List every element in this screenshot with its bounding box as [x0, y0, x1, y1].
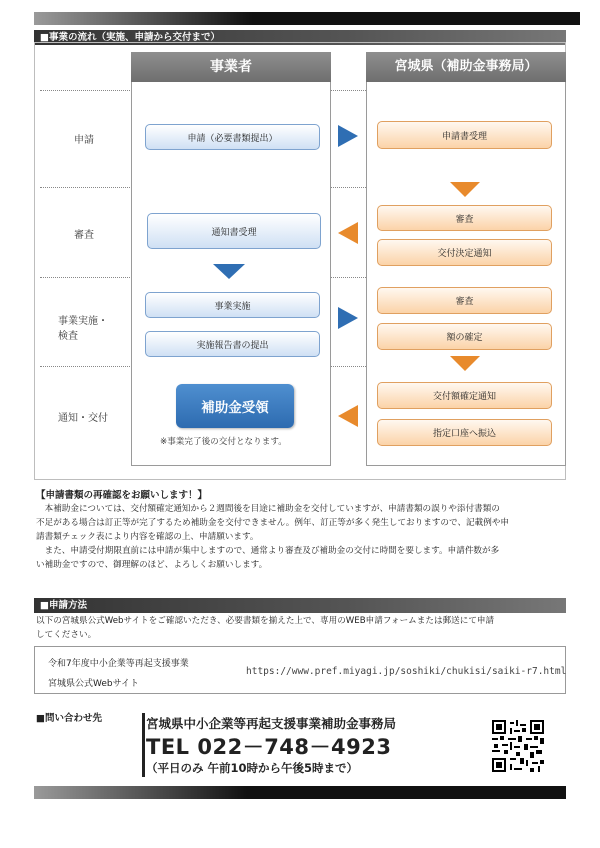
row-label-implement: 事業実施・: [58, 316, 108, 327]
row-label-apply: 申請: [74, 135, 94, 146]
row-label-notify: 通知・交付: [58, 413, 108, 424]
arrow-right-icon: [338, 125, 358, 147]
flow-section-title: ■事業の流れ（実施、申請から交付まで）: [34, 30, 566, 45]
contact-vertical-rule: [142, 713, 145, 777]
method-paragraph: [36, 614, 576, 642]
contact-office: 宮城県中小企業等再起支援事業補助金事務局: [146, 716, 397, 731]
grant-receipt-badge: 補助金受領: [176, 384, 294, 428]
qr-code-icon: [492, 720, 544, 772]
text-line: また、申請受付期限直前には申請が集中しますので、通常より審査及び補助金の交付に時間を要します。申請件数が多: [36, 546, 500, 556]
arrow-left-icon: [338, 405, 358, 427]
row-label-inspect: 検査: [58, 331, 78, 342]
text-line: してください。: [36, 630, 97, 640]
step-report-submit: 実施報告書の提出: [145, 331, 320, 357]
arrow-right-icon: [338, 307, 358, 329]
arrow-left-icon: [338, 222, 358, 244]
row-label-review: 審査: [74, 230, 94, 241]
arrow-down-icon: [450, 182, 480, 197]
arrow-down-icon: [450, 356, 480, 371]
grant-note: ※事業完了後の交付となります。: [160, 437, 287, 447]
method-section-title: ■申請方法: [34, 598, 566, 613]
step-implement: 事業実施: [145, 292, 320, 318]
step-apply-receipt: 申請書受理: [377, 121, 552, 149]
business-column-header: 事業者: [131, 52, 331, 82]
text-line: 請書類チェック表により内容を確認の上、申請願います。: [36, 532, 259, 542]
text-line: 本補助金については、交付額確定通知から２週間後を目途に補助金を交付していますが、申請書類の誤りや添付書類の: [36, 504, 500, 514]
office-column-header: 宮城県（補助金事務局）: [366, 52, 566, 82]
bottom-decor-bar: [34, 786, 566, 799]
step-amount-confirm: 額の確定: [377, 323, 552, 350]
step-notice-receipt: 通知書受理: [147, 213, 321, 249]
text-line: 不足がある場合は訂正等が完了するため補助金を交付できません。例年、訂正等が多く発生しておりますので、記載例や申: [36, 518, 510, 528]
text-line: 以下の宮城県公式Webサイトをご確認いただき、必要書類を揃えた上で、専用のWEB申請フォームまたは郵送にて申請: [36, 616, 495, 626]
contact-hours: （平日のみ 午前10時から午後5時まで）: [146, 761, 359, 775]
recheck-heading: 【申請書類の再確認をお願いします！】: [36, 490, 208, 501]
contact-tel: TEL 022－748－4923: [146, 735, 392, 759]
step-review-2: 審査: [377, 287, 552, 314]
program-name: 令和7年度中小企業等再起支援事業: [48, 659, 189, 669]
step-review: 審査: [377, 205, 552, 231]
arrow-down-icon: [213, 264, 245, 279]
recheck-paragraph: [36, 502, 576, 572]
site-url-link[interactable]: https://www.pref.miyagi.jp/soshiki/chukisi/saiki-r7.html: [246, 666, 567, 677]
contact-label: ■問い合わせ先: [36, 713, 102, 724]
step-grant-decision: 交付決定通知: [377, 239, 552, 266]
step-amount-notice: 交付額確定通知: [377, 382, 552, 409]
top-decor-bar: [34, 12, 580, 25]
step-transfer: 指定口座へ振込: [377, 419, 552, 446]
text-line: い補助金ですので、御理解のほど、よろしくお願いします。: [36, 560, 268, 570]
site-label: 宮城県公式Webサイト: [48, 679, 139, 689]
step-apply-submit: 申請（必要書類提出）: [145, 124, 320, 150]
